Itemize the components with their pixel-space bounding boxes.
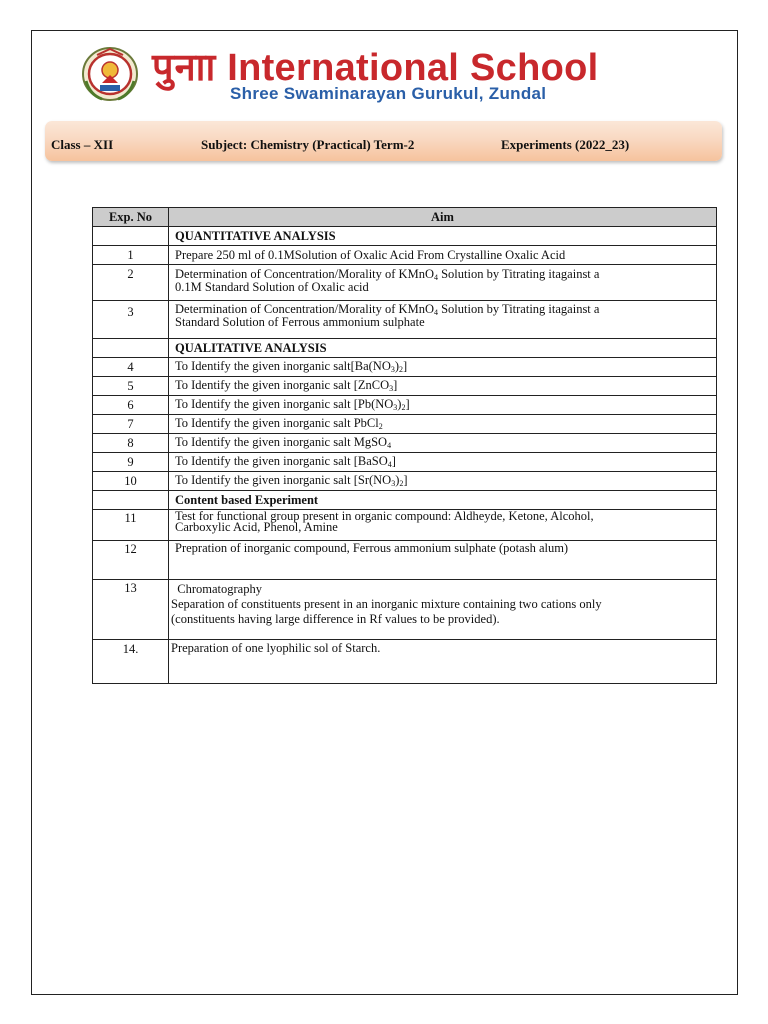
exp-aim: To Identify the given inorganic $salt[Ba(NO_3)_2]$: [169, 358, 717, 377]
exp-no: 13: [93, 580, 169, 640]
exp-aim: Preparation of one lyophilic sol of Starch.: [169, 640, 717, 684]
exp-aim: To Identify the given inorganic salt [ZnCO$_3$]: [169, 377, 717, 396]
class-label: Class – XII: [51, 137, 114, 152]
experiments-table: [92, 207, 717, 684]
exp-aim: Chromatography Separation of constituents present in an inorganic mixture containing two cations only (constituents having large difference in Rf values to be provided).: [169, 580, 717, 640]
school-emblem-logo: [80, 45, 140, 103]
exp-no: [93, 339, 169, 358]
section-heading: Content based Experiment: [169, 491, 717, 510]
exp-no: 5: [93, 377, 169, 396]
table-row: [93, 434, 717, 453]
experiments-label: Experiments (2022_23): [501, 137, 630, 152]
exp-no: 10: [93, 472, 169, 491]
table-row: [93, 396, 717, 415]
exp-no: 11: [93, 510, 169, 541]
exp-aim: Prepration of inorganic compound, Ferrous ammonium sulphate (potash alum): [169, 541, 717, 580]
exp-no: 4: [93, 358, 169, 377]
table-row: [93, 415, 717, 434]
table-row: [93, 510, 717, 541]
exp-aim: Determination of Concentration/Morality of KMnO$_4$ Solution by Titrating itagainst a Standard Solution of Ferrous ammonium sulphate: [169, 301, 717, 339]
school-tagline: Shree Swaminarayan Gurukul, Zundal: [230, 84, 547, 103]
exp-no: 12: [93, 541, 169, 580]
exp-aim: Determination of Concentration/Morality of KMnO$_4$ Solution by Titrating itagainst a 0.1M Standard Solution of Oxalic acid: [169, 265, 717, 301]
table-row: [93, 640, 717, 684]
exp-no: 14.: [93, 640, 169, 684]
table-row: [93, 301, 717, 339]
table-row: [93, 358, 717, 377]
table-row: [93, 339, 717, 358]
section-heading: QUANTITATIVE ANALYSIS: [169, 227, 717, 246]
school-header: [80, 40, 720, 110]
table-row: [93, 377, 717, 396]
exp-aim: To Identify the given inorganic salt MgSO$_4$: [169, 434, 717, 453]
table-row: [93, 265, 717, 301]
info-bar: [45, 121, 722, 161]
exp-no: 1: [93, 246, 169, 265]
school-name-hindi: पुनाा: [152, 47, 217, 89]
table-row: [93, 580, 717, 640]
school-name-english: International School: [227, 47, 599, 89]
subject-label: Subject: Chemistry (Practical) Term-2: [201, 137, 415, 152]
exp-no: 9: [93, 453, 169, 472]
exp-no: 6: [93, 396, 169, 415]
table-row: [93, 541, 717, 580]
table-row: [93, 453, 717, 472]
exp-no: [93, 227, 169, 246]
exp-aim: To Identify the given inorganic salt $[Pb(NO_3)_2]$: [169, 396, 717, 415]
table-header-row: [93, 208, 717, 227]
exp-aim: To Identify the given inorganic salt PbCl$_2$: [169, 415, 717, 434]
exp-no: [93, 491, 169, 510]
table-row: [93, 491, 717, 510]
table-row: [93, 246, 717, 265]
exp-no: 2: [93, 265, 169, 301]
exp-no: 8: [93, 434, 169, 453]
exp-no: 3: [93, 301, 169, 339]
section-heading: QUALITATIVE ANALYSIS: [169, 339, 717, 358]
exp-aim: To Identify the given inorganic salt [BaSO$_4$]: [169, 453, 717, 472]
exp-aim: Prepare 250 ml of 0.1MSolution of Oxalic Acid From Crystalline Oxalic Acid: [169, 246, 717, 265]
exp-aim: To Identify the given inorganic salt $[Sr(NO_3)_2]$: [169, 472, 717, 491]
header-exp-no: Exp. No: [93, 208, 169, 227]
exp-no: 7: [93, 415, 169, 434]
header-aim: Aim: [169, 208, 717, 227]
table-row: [93, 227, 717, 246]
table-row: [93, 472, 717, 491]
exp-aim: Test for functional group present in organic compound: Aldheyde, Ketone, Alcohol, Carboxylic Acid, Phenol, Amine: [169, 510, 717, 541]
